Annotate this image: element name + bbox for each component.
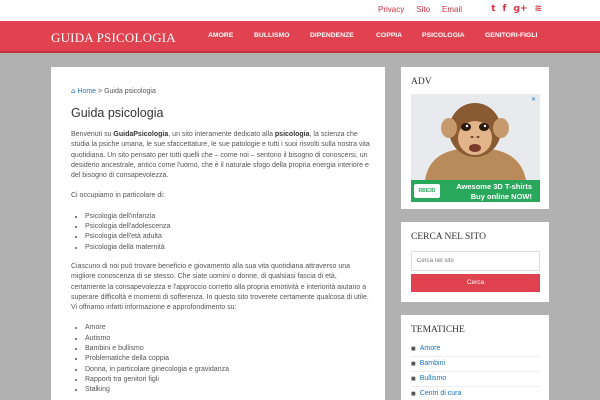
- breadcrumb: [71, 87, 156, 95]
- tematiche-list: [411, 342, 540, 400]
- main-content: [51, 67, 385, 400]
- nav-item-psicologia[interactable]: PSICOLOGIA: [422, 32, 465, 39]
- intro-text-b: , un sito interamente dedicato alla: [168, 131, 275, 138]
- topics-intro: Ci occupiamo in particolare di:: [71, 192, 165, 200]
- list-item[interactable]: [411, 387, 540, 400]
- sito-link[interactable]: Sito: [416, 5, 431, 14]
- category-link[interactable]: Bambini: [419, 360, 446, 367]
- privacy-link[interactable]: Privacy: [378, 5, 405, 14]
- article-body: [71, 130, 371, 400]
- list-item: • Psicologia dell'età adulta: [85, 232, 371, 242]
- intro-text-a: Benvenuti su: [71, 131, 114, 138]
- offer-list: [85, 323, 371, 395]
- nav-item-coppia[interactable]: COPPIA: [376, 32, 403, 39]
- search-input[interactable]: [411, 251, 540, 271]
- category-link[interactable]: Bullismo: [419, 375, 447, 382]
- list-item: • Psicologia dell'adolescenza: [85, 222, 371, 232]
- breadcrumb-separator: >: [98, 88, 103, 95]
- list-item[interactable]: [411, 357, 540, 372]
- list-item: • Problematiche della coppia: [85, 354, 371, 364]
- top-links: [378, 5, 462, 14]
- breadcrumb-current: Guida psicologia: [104, 88, 156, 95]
- site-logo[interactable]: GUIDA PSICOLOGIA: [51, 30, 176, 45]
- topics-list: [85, 212, 371, 253]
- ad-close-icon[interactable]: ✕: [530, 96, 537, 103]
- bullet-icon: ■: [411, 376, 416, 382]
- list-item: • Psicologia dell'infanzia: [85, 212, 371, 222]
- adv-widget: [401, 67, 549, 209]
- list-item[interactable]: [411, 372, 540, 387]
- intro-paragraph: [71, 130, 371, 181]
- google-plus-icon[interactable]: g+: [513, 4, 528, 14]
- tematiche-title: TEMATICHE: [411, 325, 465, 335]
- social-icons: [491, 4, 542, 15]
- intro-bold-site: GuidaPsicologia: [113, 131, 169, 138]
- ad-headline: Awesome 3D T-shirts: [456, 182, 532, 191]
- tematiche-widget: [401, 315, 549, 400]
- list-item: • Rapporti tra genitori figli: [85, 375, 371, 385]
- twitter-icon[interactable]: t: [491, 4, 496, 14]
- nav-item-dipendenze[interactable]: DIPENDENZE: [310, 32, 354, 39]
- intro-bold-topic: psicologia: [274, 131, 310, 138]
- list-item: • Stalking: [85, 385, 371, 395]
- list-item: • Donna, in particolare ginecologia e gravidanza: [85, 365, 371, 375]
- adv-title: ADV: [411, 77, 432, 87]
- top-bar: [0, 0, 600, 21]
- site-header: [0, 21, 600, 53]
- category-link[interactable]: Amore: [419, 345, 441, 352]
- ad-brand-logo: RBE3D: [414, 184, 440, 198]
- ad-banner[interactable]: [411, 94, 540, 202]
- list-item: • Bambini e bullismo: [85, 344, 371, 354]
- ad-cta-text: Buy online NOW!: [470, 192, 532, 201]
- facebook-icon[interactable]: f: [502, 4, 507, 14]
- bullet-icon: ■: [411, 361, 416, 367]
- benefit-paragraph: Ciascuno di noi può trovare beneficio e giovamento alla sua vita quotidiana attraverso una migliore conoscenza di se stesso. Che siate uomini o donne, di qualsiasi fascia di età, certamente la consapevolezza e l'approccio corretto alla propria emotività e interiorità aiutano a superare difficoltà e momenti di sofferenza. In questo sito troverete certamente qualcosa di utile. Vi offriamo infatti informazione e approfondimento su:: [71, 262, 369, 312]
- page-title: Guida psicologia: [71, 106, 164, 120]
- main-nav: [0, 21, 600, 51]
- category-link[interactable]: Centri di cura: [419, 390, 462, 397]
- nav-item-bullismo[interactable]: BULLISMO: [254, 32, 290, 39]
- search-widget: [401, 222, 549, 302]
- home-icon: ⌂: [71, 87, 76, 95]
- bullet-icon: ■: [411, 391, 416, 397]
- list-item: • Amore: [85, 323, 371, 333]
- ad-image: [411, 94, 540, 180]
- nav-item-genitori-figli[interactable]: GENITORI-FIGLI: [485, 32, 538, 39]
- email-link[interactable]: Email: [442, 5, 463, 14]
- search-button[interactable]: Cerca: [411, 274, 540, 292]
- list-item[interactable]: [411, 342, 540, 357]
- list-item: • Psicologia della maternità: [85, 243, 371, 253]
- ad-cta-banner[interactable]: [411, 180, 540, 202]
- intro-text-c: , la scienza che studia la psiche umana, le sue sfaccettature, le sue patologie e tutti i suoi risvolti sulla nostra vita quotidiana. Un sito pensato per tutti quelli che – come noi – sentono il bisogno di conoscersi, un desiderio ancestrale, antico come l'uomo, che è il naturale sfogo della propria energia interiore e del bisogno di consapevolezza.: [71, 131, 370, 180]
- rss-icon[interactable]: ≋: [534, 4, 542, 14]
- search-widget-title: CERCA NEL SITO: [411, 232, 486, 242]
- breadcrumb-home[interactable]: Home: [77, 88, 97, 95]
- nav-item-amore[interactable]: AMORE: [208, 32, 234, 39]
- bullet-icon: ■: [411, 346, 416, 352]
- list-item: • Autismo: [85, 334, 371, 344]
